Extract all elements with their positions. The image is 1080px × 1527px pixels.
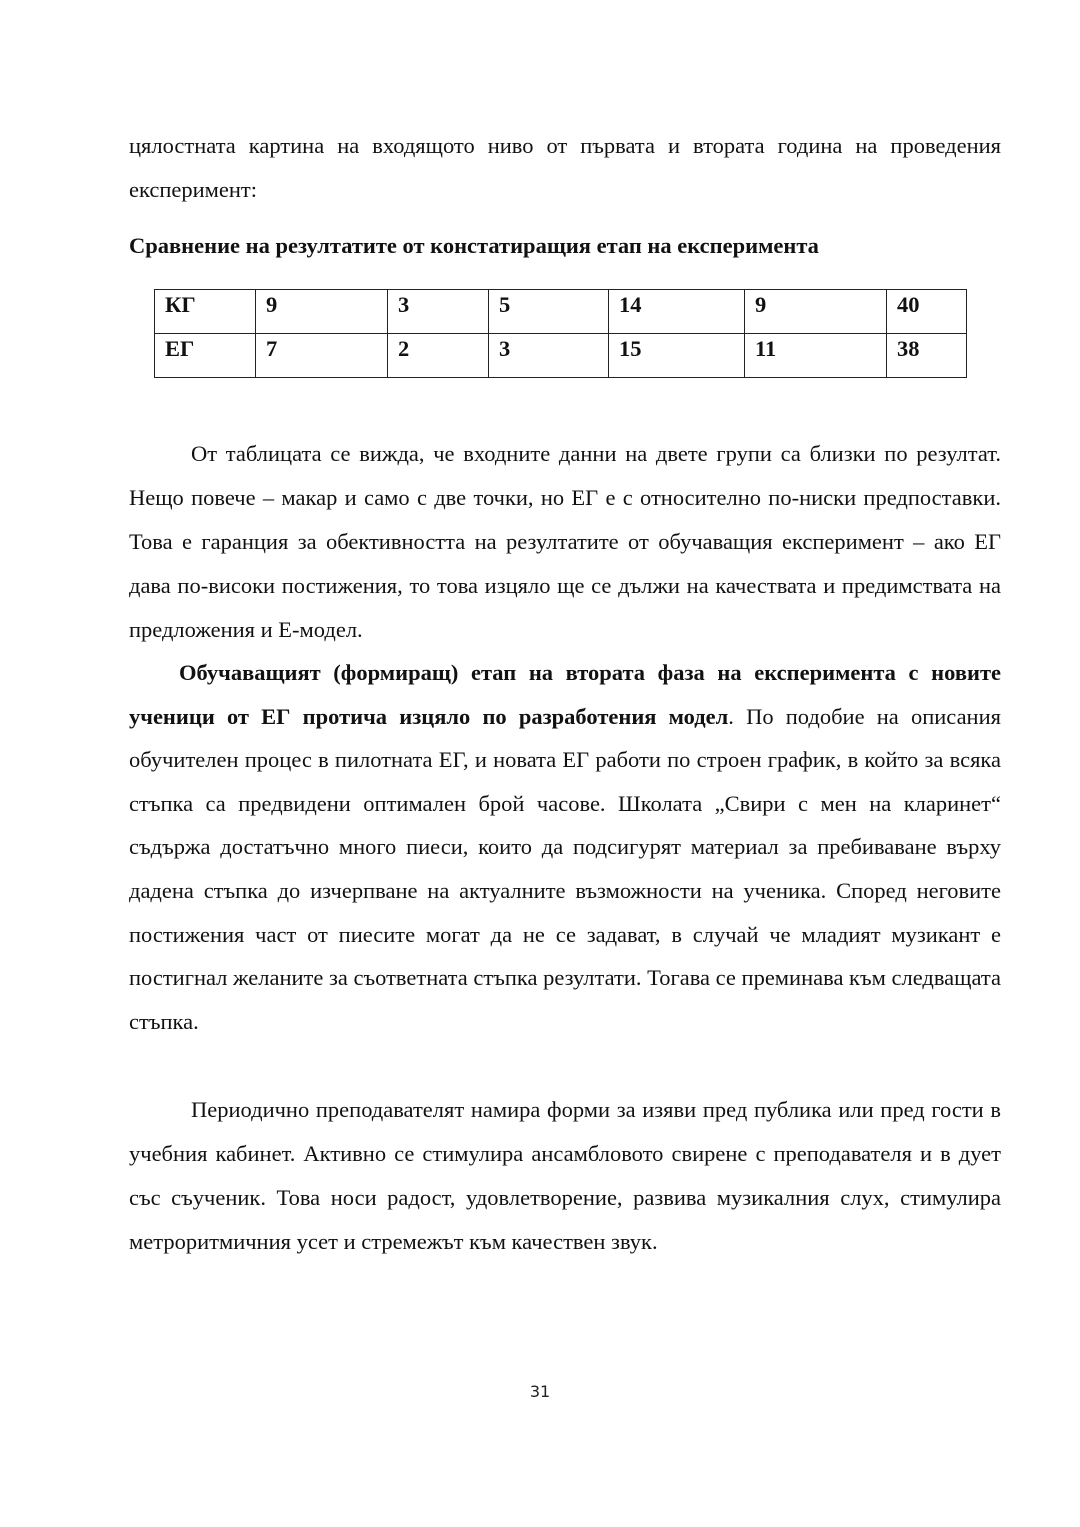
intro-text: цялостната картина на входящото ниво от първата и втората година на проведения експеримент: [129, 133, 1001, 202]
table-cell: 3 [388, 290, 489, 334]
table-cell: 9 [745, 290, 887, 334]
table-cell: 38 [887, 334, 967, 378]
table-cell: ЕГ [155, 334, 256, 378]
results-table [154, 289, 967, 378]
table-cell: 3 [489, 334, 609, 378]
paragraph-3: Периодично преподавателят намира форми за изяви пред публика или пред гости в учебния кабинет. Активно се стимулира ансамбловото свирене с преподавателя и в дует със съученик. Това носи радост, удовлетворение, развива музикалния слух, стимулира метроритмичния усет и стремежът към качествен звук. [129, 1097, 1001, 1254]
paragraph-2 [129, 651, 1001, 1043]
table-cell: КГ [155, 290, 256, 334]
table-cell: 11 [745, 334, 887, 378]
paragraph-2-bold: Обучаващият (формиращ) етап на втората фаза на експеримента с новите ученици от ЕГ протича изцяло по разработения модел [129, 660, 1001, 729]
table-cell: 2 [388, 334, 489, 378]
page-number: 31 [529, 1382, 551, 1401]
table-cell: 14 [609, 290, 745, 334]
table-cell: 7 [256, 334, 388, 378]
table-cell: 9 [256, 290, 388, 334]
paragraph-2-text: . По подобие на описания обучителен процес в пилотната ЕГ, и новата ЕГ работи по строен график, в който за всяка стъпка са предвидени оптимален брой часове. Школата „Свири с мен на кларинет“ съдържа достатъчно много пиеси, които да подсигурят материал за пребиваване върху дадена стъпка до изчерпване на актуалните възможности на ученика. Според неговите постижения част от пиесите могат да не се задават, в случай че младият музикант е постигнал желаните за съответната стъпка резултати. Тогава се преминава към следващата стъпка. [129, 703, 1001, 1034]
table-caption: Сравнение на резултатите от констатиращия етап на експеримента [129, 233, 819, 258]
table-row [155, 334, 967, 378]
table-cell: 40 [887, 290, 967, 334]
table-row [155, 290, 967, 334]
table-cell: 15 [609, 334, 745, 378]
paragraph-1: От таблицата се вижда, че входните данни на двете групи са близки по резултат. Нещо повече – макар и само с две точки, но ЕГ е с относително по-ниски предпоставки. Това е гаранция за обективността на резултатите от обучаващия експеримент – ако ЕГ дава по-високи постижения, то това изцяло ще се дължи на качествата и предимствата на предложения и Е-модел. [129, 441, 1001, 642]
table-cell: 5 [489, 290, 609, 334]
